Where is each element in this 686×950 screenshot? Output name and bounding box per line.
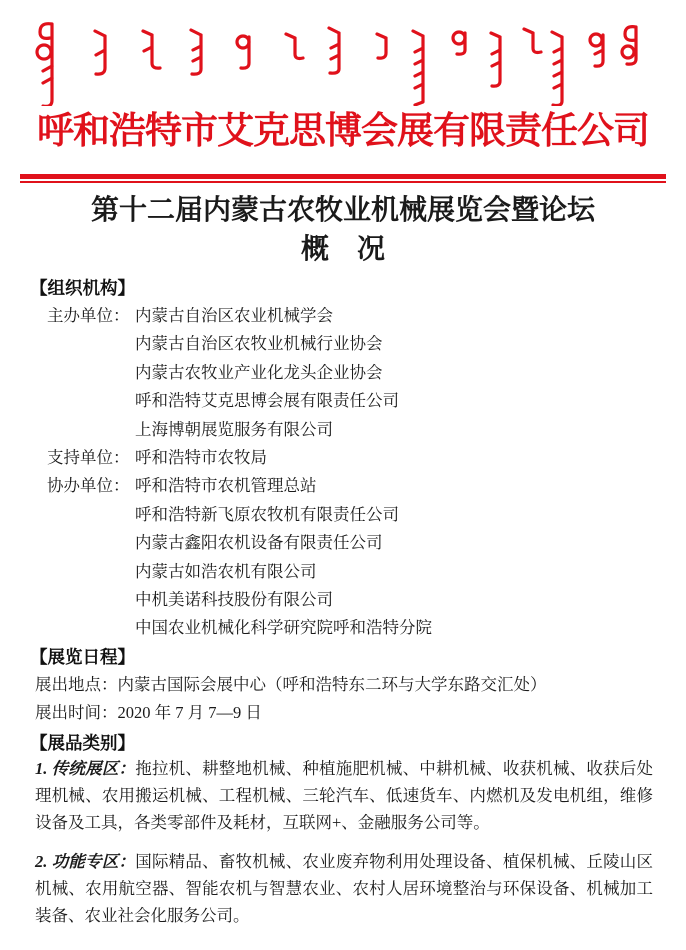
org-row-label: 主办单位：: [47, 306, 130, 325]
section-heading-categories: 【展品类别】: [30, 733, 135, 754]
organization-row: [47, 558, 686, 586]
document-title-line1: 第十二届内蒙古农牧业机械展览会暨论坛: [90, 195, 595, 226]
organization-row: [47, 529, 686, 557]
organization-row: [47, 472, 686, 500]
schedule-label: 展出地点：: [35, 674, 118, 694]
org-row-value: 呼和浩特市农机管理总站: [135, 476, 317, 496]
category-paragraph-functional: [35, 848, 653, 929]
category-text: 国际精品、畜牧机械、农业废弃物利用处理设备、植保机械、丘陵山区机械、农用航空器、智能农机与智慧农业、农村人居环境整治与环保设备、机械加工装备、农业社会化服务公司。: [35, 852, 653, 926]
section-heading-organization: 【组织机构】: [30, 278, 135, 298]
divider-thin-line: [20, 181, 666, 183]
organization-row: [47, 302, 686, 330]
org-row-value: 内蒙古农牧业产业化龙头企业协会: [135, 362, 383, 382]
org-row-value: 中国农业机械化科学研究院呼和浩特分院: [135, 618, 432, 638]
org-row-value: 上海博朝展览服务有限公司: [135, 419, 333, 439]
org-row-value: 呼和浩特新飞原农牧机有限责任公司: [135, 504, 399, 524]
org-row-value: 呼和浩特市农牧局: [135, 448, 267, 468]
org-row-label: 支持单位：: [47, 448, 130, 468]
organization-row: [47, 444, 686, 472]
document-title-line2: 概 况: [300, 234, 385, 265]
organization-row: [47, 387, 686, 415]
organization-row: [47, 416, 686, 444]
org-row-value: 内蒙古如浩农机有限公司: [135, 561, 317, 581]
category-lead: 1. 传统展区：: [35, 759, 136, 779]
category-lead: 2. 功能专区：: [35, 852, 136, 872]
organization-row: [47, 359, 686, 387]
schedule-list: [35, 671, 686, 728]
org-row-value: 内蒙古自治区农业机械学会: [135, 306, 333, 325]
schedule-value: 2020 年 7 月 7—9 日: [117, 703, 262, 723]
org-row-label: 协办单位：: [47, 476, 130, 496]
organization-row: [47, 586, 686, 614]
schedule-row-location: [35, 671, 686, 700]
org-row-value: 呼和浩特艾克思博会展有限责任公司: [135, 391, 399, 411]
divider-thick-line: [20, 174, 666, 179]
organization-row: [47, 330, 686, 358]
company-name: 呼和浩特市艾克思博会展有限责任公司: [37, 110, 649, 151]
organization-list: [47, 302, 686, 643]
header-banner: [0, 10, 686, 106]
schedule-label: 展出时间：: [35, 703, 118, 723]
category-text: 拖拉机、耕整地机械、种植施肥机械、中耕机械、收获机械、收获后处理机械、农用搬运机械、工程机械、三轮汽车、低速货车、内燃机及发电机组，维修设备及工具，各类零部件及耗材，互联网+、金融服务公司等。: [35, 759, 653, 833]
mongolian-script-icon: [0, 10, 686, 106]
organization-row: [47, 501, 686, 529]
org-row-value: 中机美诺科技股份有限公司: [135, 590, 333, 610]
schedule-value: 内蒙古国际会展中心（呼和浩特东二环与大学东路交汇处）: [117, 674, 547, 694]
category-paragraph-traditional: [35, 755, 653, 836]
schedule-row-time: [35, 699, 686, 728]
organization-row: [47, 614, 686, 642]
section-heading-schedule: 【展览日程】: [30, 646, 135, 667]
org-row-value: 内蒙古鑫阳农机设备有限责任公司: [135, 533, 383, 553]
header-divider: [20, 174, 666, 183]
org-row-value: 内蒙古自治区农牧业机械行业协会: [135, 334, 383, 354]
